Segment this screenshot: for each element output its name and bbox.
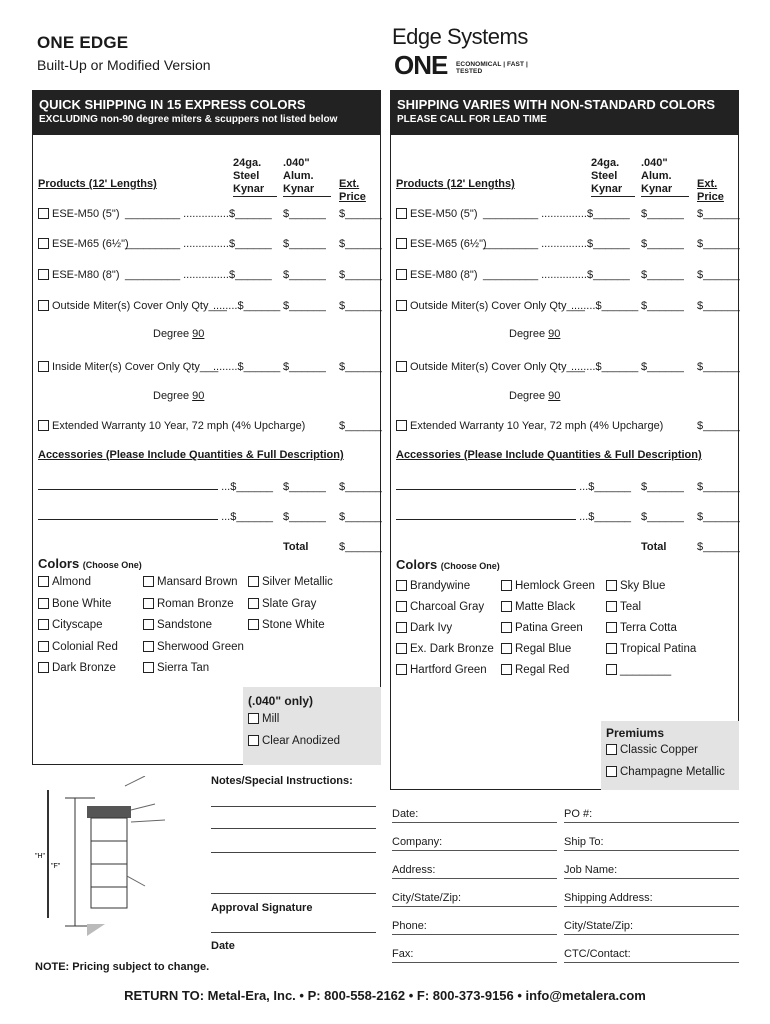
steel-price-field[interactable]: _________ ...............$______ [125,208,272,220]
col-products: Products (12' Lengths) [38,178,157,190]
premium-label: Classic Copper [620,744,698,756]
color-checkbox[interactable] [396,664,407,675]
color-option [38,619,103,631]
colors-heading: Colors (Choose One) [38,556,142,571]
color-option [396,664,487,676]
color-option [143,641,244,653]
premium-checkbox[interactable] [606,766,617,777]
premiums-label: Premiums [606,726,665,740]
notes-line-3[interactable] [211,852,376,853]
color-label: Sierra Tan [157,662,210,674]
degree-text: Degree [153,328,190,340]
color-option [501,622,583,634]
steel-price-field[interactable]: _________ ...............$______ [125,238,272,250]
color-label: Dark Ivy [410,622,453,634]
steel-price-field[interactable]: _________ ...............$______ [483,208,630,220]
left-subheading: EXCLUDING non-90 degree miters & scuppers not listed below [39,114,338,125]
degree-label: Degree 90 [509,328,561,340]
alum-option [248,735,340,747]
warranty-row: Extended Warranty 10 Year, 72 mph (4% Upcharge) [396,419,663,433]
color-checkbox[interactable] [248,619,259,630]
degree-label-2 [153,389,204,403]
product-checkbox[interactable] [38,300,49,311]
alum-price-field[interactable]: $______ [283,300,326,312]
color-label: ________ [620,664,672,676]
color-checkbox[interactable] [501,664,512,675]
accessory-alum-2[interactable]: $______ [283,511,326,523]
right-subheading: PLEASE CALL FOR LEAD TIME [397,114,547,125]
color-checkbox[interactable] [143,598,154,609]
total-price[interactable]: $______ [339,541,382,553]
alum-checkbox[interactable] [248,735,259,746]
alum-price-field[interactable]: $______ [283,238,326,250]
color-label: Tropical Patina [620,643,697,655]
notes-label: Notes/Special Instructions: [211,775,353,787]
accessory-price-2[interactable]: $______ [697,511,740,523]
color-label: Roman Bronze [157,597,234,610]
right-heading: SHIPPING VARIES WITH NON-STANDARD COLORS [397,97,716,112]
color-checkbox[interactable] [501,601,512,612]
pricing-note: NOTE: Pricing subject to change. [35,961,210,973]
color-label: Cityscape [52,619,103,631]
colors-heading: Colors (Choose One) [396,557,500,572]
ext-price-field[interactable]: $______ [339,208,382,220]
color-checkbox[interactable] [501,580,512,591]
info-field[interactable]: Phone: [392,920,557,935]
product-checkbox[interactable] [396,238,407,249]
color-option [396,580,470,592]
color-checkbox[interactable] [143,576,154,587]
warranty-price[interactable]: $______ [697,420,740,432]
accessory-price-1[interactable]: $______ [339,481,382,493]
product-checkbox[interactable] [38,208,49,219]
product-row [396,207,477,221]
color-option [143,576,238,588]
product-checkbox[interactable] [396,269,407,280]
approval-label: Approval Signature [211,902,313,914]
color-checkbox[interactable] [38,598,49,609]
info-field[interactable]: Address: [392,864,557,879]
form-subtitle: Built-Up or Modified Version [37,57,211,73]
col-alum: .040" Alum. Kynar [641,157,689,197]
degree-label-2: Degree 90 [509,390,561,402]
color-checkbox[interactable] [396,601,407,612]
product-row [396,299,585,313]
color-label: Sandstone [157,619,212,631]
color-checkbox[interactable] [606,622,617,633]
color-label: Bone White [52,597,112,610]
color-label: Almond [52,576,91,588]
color-label: Brandywine [410,580,471,592]
ext-price-field[interactable]: $______ [697,300,740,312]
color-checkbox[interactable] [248,598,259,609]
product-row [38,237,129,251]
warranty-checkbox[interactable] [396,420,407,431]
steel-price-field[interactable]: ........$______ [213,300,281,312]
accessory-alum-1[interactable]: $______ [283,481,326,493]
color-option [606,601,641,613]
color-label: Patina Green [515,622,583,634]
col-steel: 24ga. Steel Kynar [591,157,635,197]
product-label: Outside Miter(s) Cover Only Qty___ [410,300,585,312]
steel-price-field[interactable]: ........$______ [571,361,639,373]
product-label: ESE-M50 (5") [52,208,120,220]
color-label: Stone White [262,619,325,631]
alum-checkbox[interactable] [248,713,259,724]
color-option [38,662,116,674]
accessory-line-2[interactable]: ...$______ [396,510,631,524]
warranty-label: Extended Warranty 10 Year, 72 mph (4% Upcharge) [52,420,306,432]
accessories-heading: Accessories (Please Include Quantities & Full Description) [38,449,344,461]
return-address-footer: RETURN TO: Metal-Era, Inc. • P: 800-558-2162 • F: 800-373-9156 • info@metalera.com [124,988,646,1003]
info-field[interactable]: City/State/Zip: [564,920,739,935]
product-checkbox[interactable] [38,361,49,372]
accessory-price-2[interactable]: $______ [339,511,382,523]
product-label: ESE-M80 (8") [410,269,478,281]
total-label: Total [641,541,667,553]
total-price[interactable]: $______ [697,541,740,553]
color-checkbox[interactable] [143,641,154,652]
color-option [38,598,111,610]
accessory-alum-2[interactable]: $______ [641,511,684,523]
color-option [143,662,209,674]
color-label: Colonial Red [52,640,118,653]
product-checkbox[interactable] [396,361,407,372]
accessory-price-1[interactable]: $______ [697,481,740,493]
color-option [501,664,569,676]
diagram-label-h: "H" [35,853,46,860]
info-field[interactable]: Fax: [392,948,557,963]
steel-price-field[interactable]: _________ ...............$______ [125,269,272,281]
right-panel [390,90,739,790]
form-title: ONE EDGE [37,33,129,52]
accessory-line-1[interactable]: ...$______ [38,480,273,494]
info-field[interactable]: Job Name: [564,864,739,879]
color-label: Sky Blue [620,580,666,592]
color-label: Hartford Green [410,664,487,676]
color-checkbox[interactable] [606,643,617,654]
steel-price-field[interactable]: ........$______ [213,361,281,373]
alum-price-field[interactable]: $______ [283,208,326,220]
color-label: Ex. Dark Bronze [410,643,494,655]
steel-price-field[interactable]: ........$______ [571,300,639,312]
ext-price-field[interactable]: $______ [339,300,382,312]
color-checkbox[interactable] [606,580,617,591]
alum-price-field[interactable]: $______ [283,269,326,281]
alum-option [248,713,279,725]
accessory-line-2[interactable]: ...$______ [38,510,273,524]
color-label: Hemlock Green [515,580,595,592]
logo-wordmark: Edge Systems [392,24,528,49]
product-label: ESE-M65 (6½") [52,238,129,250]
color-option [501,643,571,655]
right-panel-header [391,91,738,135]
ext-price-field[interactable]: $______ [339,238,382,250]
alum-price-field[interactable]: $______ [641,269,684,281]
color-option [38,641,118,653]
alum-label: Mill [262,713,280,725]
ext-price-field[interactable]: $______ [339,269,382,281]
signature-line[interactable] [211,893,376,894]
color-option [248,598,316,610]
color-checkbox[interactable] [606,664,617,675]
alum-only-label: (.040" only) [248,694,314,708]
color-option [143,619,212,631]
color-label: Regal Blue [515,643,572,655]
info-field[interactable]: Ship To: [564,836,739,851]
left-panel [32,90,381,765]
color-checkbox[interactable] [38,619,49,630]
product-row [396,360,585,374]
color-option [606,643,696,655]
product-checkbox[interactable] [38,269,49,280]
info-field[interactable]: Date: [392,808,557,823]
product-label: ESE-M50 (5") [410,208,478,220]
degree-label [153,327,204,341]
color-label: Sherwood Green [157,640,244,653]
col-steel: 24ga. Steel Kynar [233,157,277,197]
premium-label: Champagne Metallic [620,766,725,778]
diagram-label-f: "F" [51,863,61,870]
alum-label: Clear Anodized [262,735,340,747]
color-label: Silver Metallic [262,576,333,588]
product-row [38,207,119,221]
color-option [396,601,484,613]
color-checkbox[interactable] [143,619,154,630]
ext-price-field[interactable]: $______ [697,269,740,281]
date-label: Date [211,940,235,952]
premium-option [606,744,698,756]
left-panel-header [33,91,380,135]
color-checkbox[interactable] [38,576,49,587]
col-alum: .040" Alum. Kynar [283,157,331,197]
color-option [606,664,671,676]
color-checkbox[interactable] [606,601,617,612]
color-checkbox[interactable] [501,643,512,654]
steel-price-field[interactable]: _________ ...............$______ [483,238,630,250]
degree-value[interactable]: 90 [192,390,205,402]
color-label: Slate Gray [262,597,317,610]
alum-price-field[interactable]: $______ [641,300,684,312]
color-label: Regal Red [515,664,570,676]
alum-price-field[interactable]: $______ [283,361,326,373]
warranty-checkbox[interactable] [38,420,49,431]
color-option [248,576,333,588]
warranty-row [38,419,305,433]
premium-checkbox[interactable] [606,744,617,755]
color-checkbox[interactable] [38,641,49,652]
edge-detail-diagram [35,776,205,936]
steel-price-field[interactable]: _________ ...............$______ [483,269,630,281]
color-checkbox[interactable] [38,662,49,673]
edge-systems-logo [392,24,542,80]
premium-option [606,766,725,778]
product-checkbox[interactable] [396,300,407,311]
total-label: Total [283,541,309,553]
product-label: Outside Miter(s) Cover Only Qty___ [410,361,585,373]
color-option [501,601,575,613]
product-label: Inside Miter(s) Cover Only Qty___ [52,361,219,373]
info-field[interactable]: City/State/Zip: [392,892,557,907]
notes-line-1[interactable] [211,806,376,807]
date-line[interactable] [211,932,376,933]
left-heading: QUICK SHIPPING IN 15 EXPRESS COLORS [39,97,306,112]
logo-tagline: ECONOMICAL | FAST | TESTED [456,61,528,75]
product-checkbox[interactable] [38,238,49,249]
product-label: Outside Miter(s) Cover Only Qty___ [52,300,227,312]
warranty-price[interactable]: $______ [339,420,382,432]
col-price: Ext. Price [339,178,366,203]
logo-one: ONE [394,50,448,80]
color-label: Teal [620,601,642,613]
product-label: ESE-M65 (6½") [410,238,487,250]
product-label: ESE-M80 (8") [52,269,120,281]
product-row [396,268,477,282]
accessories-heading: Accessories (Please Include Quantities & Full Description) [396,449,702,461]
color-checkbox[interactable] [396,580,407,591]
ext-price-field[interactable]: $______ [697,238,740,250]
col-products: Products (12' Lengths) [396,178,515,190]
alum-price-field[interactable]: $______ [641,238,684,250]
product-checkbox[interactable] [396,208,407,219]
ext-price-field[interactable]: $______ [339,361,382,373]
color-label: Dark Bronze [52,662,116,674]
color-label: Terra Cotta [620,622,677,634]
color-label: Matte Black [515,601,576,613]
info-field[interactable]: Shipping Address: [564,892,739,907]
alum-price-field[interactable]: $______ [641,208,684,220]
color-option [396,622,452,634]
info-field[interactable]: PO #: [564,808,739,823]
color-option [606,580,665,592]
color-label: Charcoal Gray [410,601,485,613]
alum-price-field[interactable]: $______ [641,361,684,373]
color-checkbox[interactable] [248,576,259,587]
color-option [396,643,494,655]
color-option [38,576,91,588]
color-option [606,622,677,634]
ext-price-field[interactable]: $______ [697,208,740,220]
info-field[interactable]: CTC/Contact: [564,948,739,963]
product-row [38,268,119,282]
degree-value[interactable]: 90 [548,328,561,340]
color-checkbox[interactable] [396,643,407,654]
product-row [38,360,218,374]
color-checkbox[interactable] [396,622,407,633]
degree-value[interactable]: 90 [192,328,205,340]
ext-price-field[interactable]: $______ [697,361,740,373]
degree-value[interactable]: 90 [548,390,561,402]
accessory-alum-1[interactable]: $______ [641,481,684,493]
accessory-line-1[interactable]: ...$______ [396,480,631,494]
notes-line-2[interactable] [211,828,376,829]
degree-text: Degree [153,390,190,402]
product-row [396,237,487,251]
color-label: Mansard Brown [157,576,238,588]
info-field[interactable]: Company: [392,836,557,851]
color-checkbox[interactable] [501,622,512,633]
color-option [143,598,234,610]
color-option [248,619,325,631]
product-row [38,299,227,313]
color-checkbox[interactable] [143,662,154,673]
col-price: Ext. Price [697,178,724,203]
color-option [501,580,595,592]
